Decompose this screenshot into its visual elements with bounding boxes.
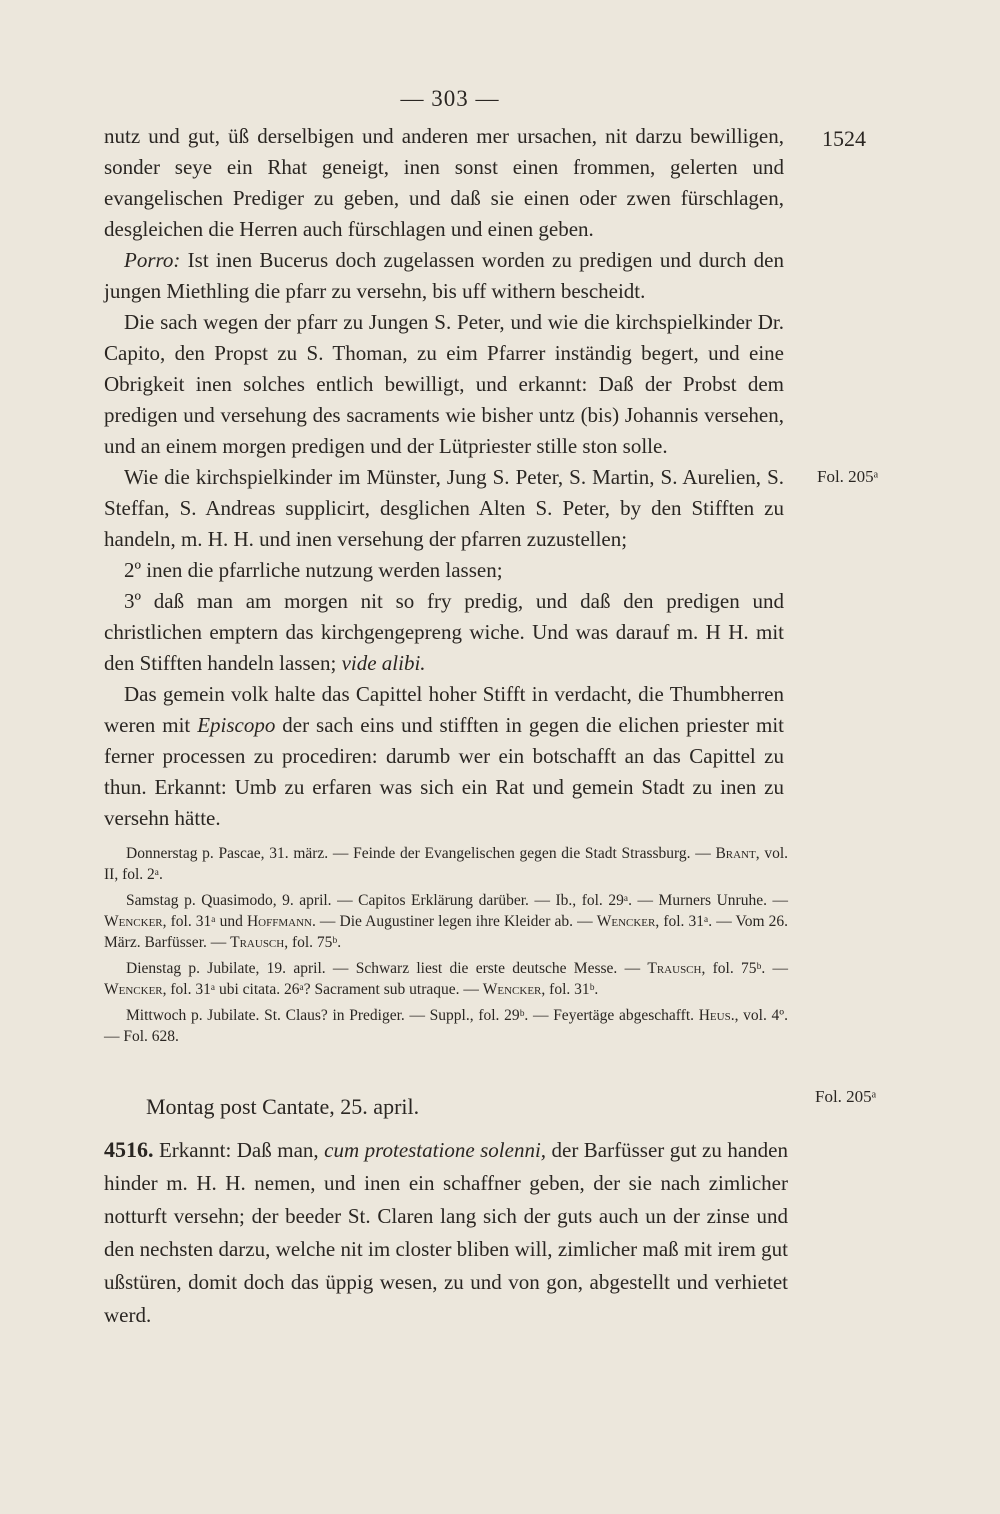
note-2-b: , fol. 31ᵃ und — [162, 913, 247, 930]
note-3 — [104, 958, 788, 1000]
note-3-sc1: Trausch — [647, 960, 702, 977]
note-2-sc4: Trausch — [230, 934, 285, 951]
paragraph-7-a: Das gemein volk halte das Capittel hoher Stifft in verdacht, die Thumbherren weren mit — [104, 682, 784, 737]
note-2 — [104, 890, 788, 953]
paragraph-3: Die sach wegen der pfarr zu Jungen S. Peter, und wie die kirchspielkinder Dr. Capito, den Propst zu S. Thoman, zu eim Pfarrer inständig begert, und eine Obrigkeit inen solches entlich bewilligt, und erkannt: Daß der Probst dem predigen und versehung des sacraments wie bisher untz (bis) Johannis versehen, und an einem morgen predigen und der Lütpriester stille ston solle. — [104, 310, 784, 458]
main-text — [104, 121, 784, 834]
section-heading: Montag post Cantate, 25. april. — [146, 1094, 420, 1119]
paragraph-4: Wie die kirchspielkinder im Münster, Jung S. Peter, S. Martin, S. Aurelien, S. Steffan, S. Andreas supplicirt, desglichen Alten S. Peter, by den Stifften zu handeln, m. H. H. und inen versehung der pfarren zuzustellen; — [104, 465, 784, 551]
entry-4516 — [104, 1133, 788, 1332]
note-4-a: Mittwoch p. Jubilate. St. Claus? in Prediger. — Suppl., fol. 29ᵇ. — Feyertäge abgeschafft. — [126, 1007, 699, 1024]
paragraph-7-b: der sach eins und stifften in gegen die elichen priester mit ferner processen zu procediren: darumb wer ein botschafft an das Capittel zu thun. Erkannt: Umb zu erfaren was sich ein Rat und gemein Stadt zu inen zu versehn hätte. — [104, 713, 784, 830]
note-4 — [104, 1005, 788, 1047]
margin-folio-1: Fol. 205ᵃ — [817, 467, 879, 486]
note-1-sc: Brant — [715, 845, 756, 862]
entry-paragraph — [104, 1133, 788, 1332]
paragraph-7-em: Episcopo — [197, 713, 276, 737]
margin-year: 1524 — [822, 126, 866, 151]
entry-number: 4516. — [104, 1137, 154, 1162]
note-3-b: , fol. 75ᵇ. — — [701, 960, 788, 977]
paragraph-1: nutz und gut, üß derselbigen und anderen mer ursachen, nit darzu bewilligen, sonder seye ein Rhat geneigt, inen sonst einen frommen, gelerten und evangelischen Prediger zu geben, und daß sie einen oder zwen fürschlagen, desgleichen die Herren auch fürschlagen und einen geben. — [104, 124, 784, 241]
paragraph-2-text: Ist inen Bucerus doch zugelassen worden zu predigen und durch den jungen Miethling die pfarr zu versehn, bis uff withern bescheidt. — [104, 248, 784, 303]
note-1-b: , vol. II, fol. 2ᵃ. — [104, 845, 788, 883]
note-2-sc1: Wencker — [104, 913, 163, 930]
paragraph-7 — [104, 679, 784, 834]
paragraph-2 — [104, 245, 784, 307]
note-2-sc3: Wencker — [596, 913, 656, 930]
note-3-sc3: Wencker — [482, 981, 542, 998]
notes-block — [104, 843, 788, 1052]
note-2-c: . — Die Augustiner legen ihre Kleider ab. — — [311, 913, 597, 930]
paragraph-6-em: vide alibi. — [341, 651, 426, 675]
entry-text-a: Erkannt: Daß man, — [153, 1138, 325, 1162]
note-4-sc: Heus. — [698, 1007, 735, 1024]
paragraph-6 — [104, 586, 784, 679]
margin-folio-2: Fol. 205ᵃ — [815, 1087, 877, 1106]
entry-text-b: der Barfüsser gut zu handen hinder m. H. H. nemen, und inen ein schaffner geben, der sie nach zimlicher notturft versehn; der beeder St. Claren lang sich der guts auch un der zinse und den nechsten darzu, welche nit im closter bliben will, zimlicher maß mit irem gut ußstüren, domit doch das üppig wesen, zu und von gon, abgestellt und verhietet werd. — [104, 1138, 789, 1327]
page-number: — 303 — — [400, 86, 500, 111]
paragraph-6-text: 3º daß man am morgen nit so fry predig, und daß den predigen und christlichen emptern das kirchgengepreng wiche. Und was darauf m. H H. mit den Stifften handeln lassen; — [104, 589, 784, 675]
note-2-e: , fol. 75ᵇ. — [284, 934, 342, 951]
note-1-a: Donnerstag p. Pascae, 31. märz. — Feinde der Evangelischen gegen die Stadt Strassburg. — — [126, 845, 716, 862]
paragraph-5: 2º inen die pfarrliche nutzung werden lassen; — [124, 558, 503, 582]
note-4-b: , vol. 4º. — Fol. 628. — [104, 1007, 788, 1045]
note-3-sc2: Wencker — [104, 981, 163, 998]
note-3-d: , fol. 31ᵇ. — [541, 981, 599, 998]
note-2-d: , fol. 31ᵃ. — Vom 26. März. Barfüsser. — — [104, 913, 788, 951]
note-2-a: Samstag p. Quasimodo, 9. april. — Capitos Erklärung darüber. — Ib., fol. 29ᵃ. — Murners Unruhe. — — [126, 892, 788, 909]
note-3-a: Dienstag p. Jubilate, 19. april. — Schwarz liest die erste deutsche Messe. — — [126, 960, 648, 977]
note-3-c: , fol. 31ᵃ ubi citata. 26ᵃ? Sacrament sub utraque. — — [162, 981, 483, 998]
paragraph-2-lead: Porro: — [124, 248, 181, 272]
note-1 — [104, 843, 788, 885]
entry-text-em: cum protestatione solenni, — [324, 1138, 547, 1162]
note-2-sc2: Hoffmann — [246, 913, 312, 930]
